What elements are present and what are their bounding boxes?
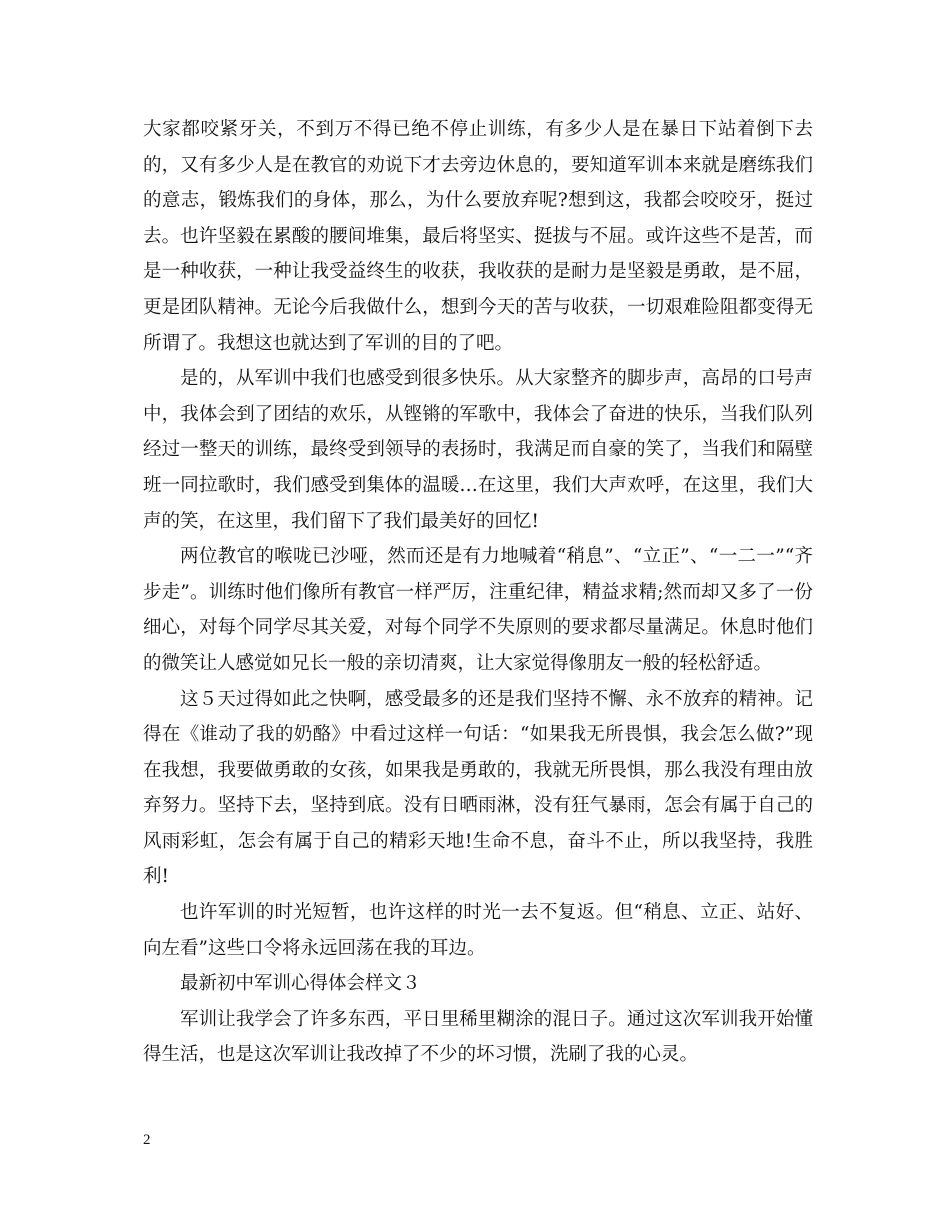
paragraph-1: 大家都咬紧牙关，不到万不得已绝不停止训练，有多少人是在暴日下站着倒下去的，又有多少人是在教官的劝说下才去旁边休息的，要知道军训本来就是磨练我们的意志，锻炼我们的身体，那么，为什么要放弃呢?想到这，我都会咬咬牙，挺过去。也许坚毅在累酸的腰间堆集，最后将坚实、挺拔与不屈。或许这些不是苦，而是一种收获，一种让我受益终生的收获，我收获的是耐力是坚毅是勇敢，是不屈，更是团队精神。无论今后我做什么，想到今天的苦与收获，一切艰难险阻都变得无所谓了。我想这也就达到了军训的目的了吧。 (143, 119, 813, 354)
paragraph-3: 两位教官的喉咙已沙哑，然而还是有力地喊着“稍息”、“立正”、“一二一”“齐步走”。训练时他们像所有教官一样严厉，注重纪律，精益求精;然而却又多了一份细心，对每个同学尽其关爱，对每个同学不失原则的要求都尽量满足。休息时他们的微笑让人感觉如兄长一般的亲切清爽，让大家觉得像朋友一般的轻松舒适。 (143, 546, 813, 674)
document-body (143, 112, 813, 1073)
section-heading: 最新初中军训心得体会样文３ (180, 973, 421, 995)
paragraph-2: 是的，从军训中我们也感受到很多快乐。从大家整齐的脚步声，高昂的口号声中，我体会到了团结的欢乐，从铿锵的军歌中，我体会了奋进的快乐，当我们队列经过一整天的训练，最终受到领导的表扬时，我满足而自豪的笑了，当我们和隔壁班一同拉歌时，我们感受到集体的温暖…在这里，我们大声欢呼，在这里，我们大声的笑，在这里，我们留下了我们最美好的回忆! (143, 368, 813, 532)
paragraph-4: 这５天过得如此之快啊，感受最多的还是我们坚持不懈、永不放弃的精神。记得在《谁动了我的奶酪》中看过这样一句话：“如果我无所畏惧，我会怎么做?”现在我想，我要做勇敢的女孩，如果我是勇敢的，我就无所畏惧，那么我没有理由放弃努力。坚持下去，坚持到底。没有日晒雨淋，没有狂气暴雨，怎会有属于自己的风雨彩虹，怎会有属于自己的精彩天地!生命不息，奋斗不止，所以我坚持，我胜利! (143, 688, 813, 888)
page-number: 2 (143, 1132, 151, 1148)
paragraph-6: 军训让我学会了许多东西，平日里稀里糊涂的混日子。通过这次军训我开始懂得生活，也是这次军训让我改掉了不少的坏习惯，洗刷了我的心灵。 (143, 1008, 813, 1066)
paragraph-5: 也许军训的时光短暂，也许这样的时光一去不复返。但“稍息、立正、站好、向左看”这些口令将永远回荡在我的耳边。 (143, 902, 813, 959)
